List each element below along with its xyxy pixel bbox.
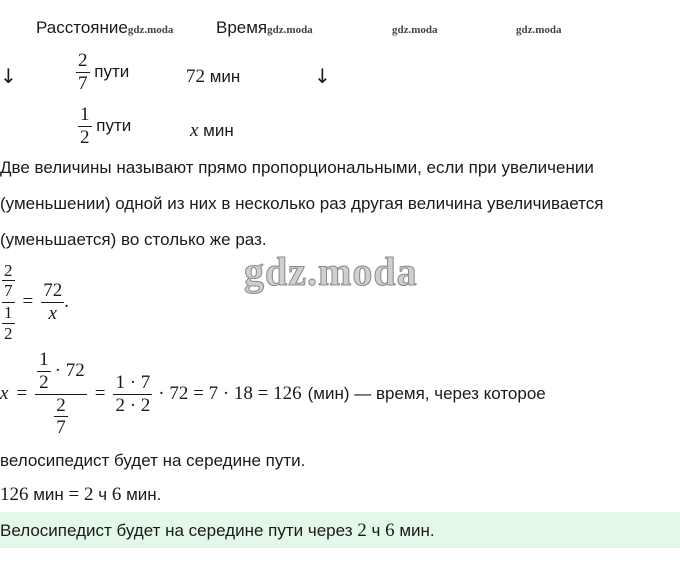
numerator: 1 — [39, 348, 49, 370]
definition-line-2: (уменьшении) одной из них в несколько раз другая величина увеличивается — [0, 194, 604, 213]
table-row-2 — [78, 104, 131, 149]
value: 2 — [357, 520, 367, 541]
value: 6 — [111, 484, 122, 505]
fraction — [41, 280, 64, 325]
time-value: x — [190, 120, 199, 141]
complex-denominator — [52, 395, 70, 440]
answer-text — [0, 520, 435, 542]
fraction — [54, 395, 68, 440]
value: 126 — [0, 484, 29, 505]
numerator: 1 · 7 — [115, 371, 151, 393]
multiplier: · 72 — [54, 360, 85, 382]
numerator: 1 — [4, 303, 13, 322]
calculation-text: (мин) — время, через которое — [307, 384, 546, 403]
denominator: 2 — [80, 126, 90, 148]
equals-sign: = — [16, 383, 28, 404]
arrow-down-icon: ↓ — [0, 64, 17, 88]
conversion-line — [0, 484, 161, 506]
complex-denominator — [2, 303, 15, 343]
value: 2 — [84, 484, 94, 505]
complex-fraction — [35, 349, 87, 439]
unit-label: пути — [96, 115, 132, 135]
denominator: 2 · 2 — [115, 394, 151, 416]
time-header — [216, 18, 313, 38]
distance-header — [36, 18, 173, 38]
watermark: gdz.moda — [516, 24, 562, 36]
value: 6 — [385, 520, 395, 541]
equals-sign: = — [68, 484, 80, 505]
watermark: gdz.moda — [127, 24, 174, 36]
arrow-down-icon: ↓ — [314, 64, 331, 88]
variable-x: x — [0, 383, 9, 404]
unit: мин. — [399, 521, 435, 540]
proportion — [2, 254, 69, 350]
denominator: 7 — [56, 417, 66, 439]
solution-continuation: велосипедист будет на середине пути. — [0, 451, 306, 470]
denominator: 7 — [4, 281, 13, 301]
watermark: gdz.moda — [267, 24, 313, 36]
denominator: 7 — [78, 72, 88, 94]
numerator: 1 — [80, 104, 90, 125]
numerator: 2 — [78, 50, 88, 71]
fraction — [2, 303, 15, 343]
equals-sign: = — [94, 383, 106, 404]
distance-label: Расстояние — [36, 18, 128, 37]
watermark-logo: gdz.moda — [244, 249, 418, 294]
denominator: 2 — [39, 371, 49, 393]
answer-prefix: Велосипедист будет на середине пути через — [0, 521, 353, 540]
fraction — [76, 50, 90, 95]
numerator: 72 — [43, 279, 63, 301]
time-unit: мин — [203, 121, 234, 140]
time-unit: мин — [209, 67, 241, 86]
unit: ч — [98, 485, 108, 504]
time-label: Время — [216, 18, 268, 37]
fraction — [78, 104, 92, 149]
calculation-tail: · 72 = 7 · 18 = 126 — [158, 383, 302, 404]
numerator: 2 — [56, 394, 66, 416]
fraction — [37, 349, 51, 394]
answer-box — [0, 512, 680, 548]
equals-sign: = — [22, 291, 34, 312]
numerator: 2 — [4, 260, 13, 280]
period: . — [64, 291, 69, 312]
denominator: x — [48, 302, 57, 324]
unit: мин. — [126, 485, 162, 504]
unit: мин — [33, 485, 64, 504]
complex-numerator — [35, 349, 87, 395]
definition-line-3: (уменьшается) во столько же раз. — [0, 230, 267, 249]
table-row-1-time — [186, 66, 240, 88]
time-value: 72 — [186, 66, 205, 87]
denominator: 2 — [4, 323, 13, 343]
table-row-1 — [76, 50, 129, 95]
unit: ч — [371, 521, 381, 540]
definition-line-1: Две величины называют прямо пропорциональными, если при увеличении — [0, 158, 594, 177]
watermark: gdz.moda — [392, 24, 438, 36]
complex-numerator — [2, 261, 15, 303]
fraction — [2, 261, 15, 302]
fraction — [113, 372, 152, 417]
table-row-2-time — [190, 120, 234, 142]
solution-equation — [0, 344, 546, 444]
unit-label: пути — [94, 61, 130, 81]
complex-fraction — [2, 261, 15, 343]
